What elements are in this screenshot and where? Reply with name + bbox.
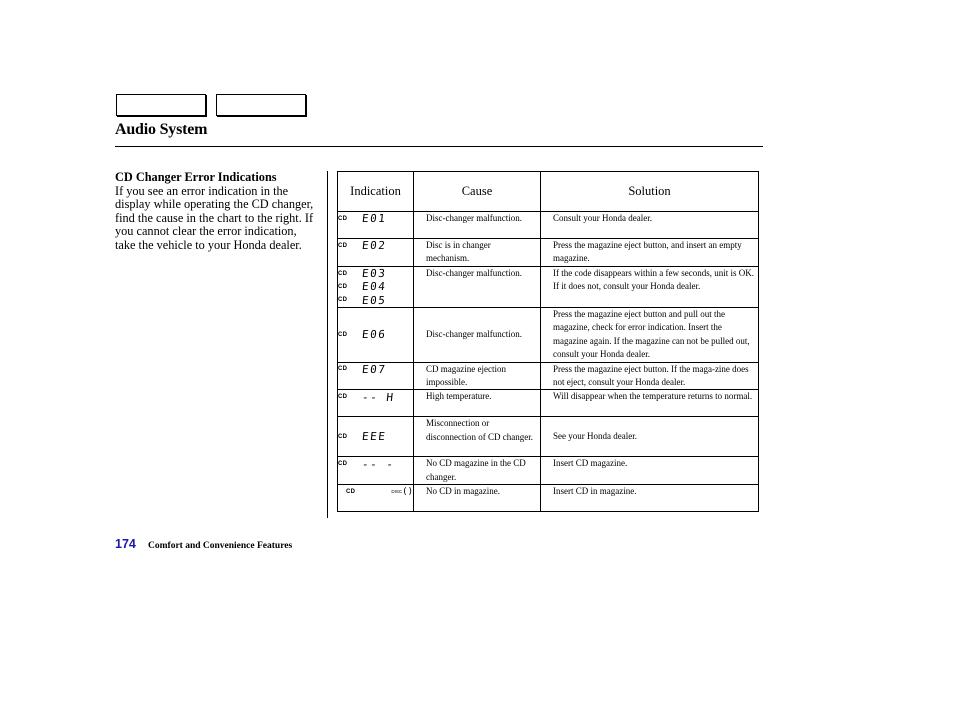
indication-display xyxy=(338,280,413,293)
solution-cell: Press the magazine eject button, and insert an empty magazine. xyxy=(541,239,759,267)
indication-cell xyxy=(338,266,414,307)
indication-cell xyxy=(338,457,414,485)
indication-cell xyxy=(338,239,414,267)
cause-cell: Misconnection or disconnection of CD changer. xyxy=(414,417,541,457)
error-code: EEE xyxy=(361,430,388,444)
indication-display xyxy=(338,239,413,252)
table-row xyxy=(338,390,759,417)
error-code: -- - xyxy=(361,457,396,471)
error-code: -- H xyxy=(361,390,396,404)
nav-tab-1[interactable] xyxy=(116,94,206,116)
cd-label: CD xyxy=(346,488,356,495)
solution-cell: Consult your Honda dealer. xyxy=(541,212,759,239)
cause-cell: Disc-changer malfunction. xyxy=(414,307,541,362)
table-row xyxy=(338,307,759,362)
solution-cell: Will disappear when the temperature returns to normal. xyxy=(541,390,759,417)
cd-label: CD xyxy=(338,366,348,373)
page-title: Audio System xyxy=(115,121,208,138)
indication-display xyxy=(338,212,413,225)
error-code: E07 xyxy=(361,362,388,376)
cd-label: CD xyxy=(338,215,348,222)
header-cause: Cause xyxy=(414,172,541,212)
cause-cell: No CD in magazine. xyxy=(414,485,541,512)
header-solution: Solution xyxy=(541,172,759,212)
cause-cell: No CD magazine in the CD changer. xyxy=(414,457,541,485)
cause-cell: High temperature. xyxy=(414,390,541,417)
intro-section xyxy=(115,171,320,253)
table-row xyxy=(338,457,759,485)
intro-text: If you see an error indication in the display while operating the CD changer, find the cause in the chart to the right. If you cannot clear the error indication, take the vehicle to your Honda dealer. xyxy=(115,183,314,252)
indication-display xyxy=(338,267,413,280)
indication-display xyxy=(338,390,413,403)
error-indication-table xyxy=(337,171,759,512)
table-row xyxy=(338,362,759,390)
solution-cell: See your Honda dealer. xyxy=(541,417,759,457)
indication-display xyxy=(346,485,413,498)
cd-label: CD xyxy=(338,461,348,468)
cd-label: CD xyxy=(338,331,348,338)
cd-label: CD xyxy=(338,394,348,401)
disc-label: DISC xyxy=(391,489,403,495)
error-code: E03 xyxy=(361,267,388,280)
indication-cell xyxy=(338,417,414,457)
indication-cell xyxy=(338,485,414,512)
section-name: Comfort and Convenience Features xyxy=(148,541,293,551)
disc-slot-icon: () xyxy=(402,486,413,497)
error-code: E04 xyxy=(361,280,388,294)
nav-tab-2[interactable] xyxy=(216,94,306,116)
column-divider xyxy=(327,171,328,518)
page-number: 174 xyxy=(115,537,136,551)
indication-cell xyxy=(338,362,414,390)
table-row xyxy=(338,212,759,239)
indication-display xyxy=(338,457,413,470)
table-header-row xyxy=(338,172,759,212)
solution-cell: If the code disappears within a few seconds, unit is OK. If it does not, consult your Honda dealer. xyxy=(541,266,759,307)
indication-display xyxy=(338,430,413,443)
cause-cell: Disc-changer malfunction. xyxy=(414,266,541,307)
cause-cell: Disc-changer malfunction. xyxy=(414,212,541,239)
cd-label: CD xyxy=(338,283,348,290)
error-code: E06 xyxy=(361,328,388,342)
solution-cell: Insert CD in magazine. xyxy=(541,485,759,512)
solution-cell: Press the magazine eject button. If the maga-zine does not eject, consult your Honda dealer. xyxy=(541,362,759,390)
error-code: E05 xyxy=(361,293,388,307)
table-row xyxy=(338,266,759,307)
indication-cell xyxy=(338,212,414,239)
table-row xyxy=(338,239,759,267)
title-rule xyxy=(115,146,763,147)
indication-display xyxy=(338,294,413,307)
cd-label: CD xyxy=(338,433,348,440)
indication-cell xyxy=(338,307,414,362)
table-row xyxy=(338,485,759,512)
indication-display xyxy=(338,328,413,341)
table-row xyxy=(338,417,759,457)
cd-label: CD xyxy=(338,270,348,277)
error-code: E01 xyxy=(361,212,388,226)
indication-cell xyxy=(338,390,414,417)
cause-cell: CD magazine ejection impossible. xyxy=(414,362,541,390)
solution-cell: Press the magazine eject button and pull out the magazine, check for error indication. Insert the magazine again. If the magazine can not be pulled out, consult your Honda dealer. xyxy=(541,307,759,362)
cause-cell: Disc is in changer mechanism. xyxy=(414,239,541,267)
solution-cell: Insert CD magazine. xyxy=(541,457,759,485)
section-heading: CD Changer Error Indications xyxy=(115,170,277,184)
indication-display xyxy=(338,363,413,376)
header-indication: Indication xyxy=(338,172,414,212)
error-code: E02 xyxy=(361,239,388,253)
cd-label: CD xyxy=(338,297,348,304)
cd-label: CD xyxy=(338,242,348,249)
